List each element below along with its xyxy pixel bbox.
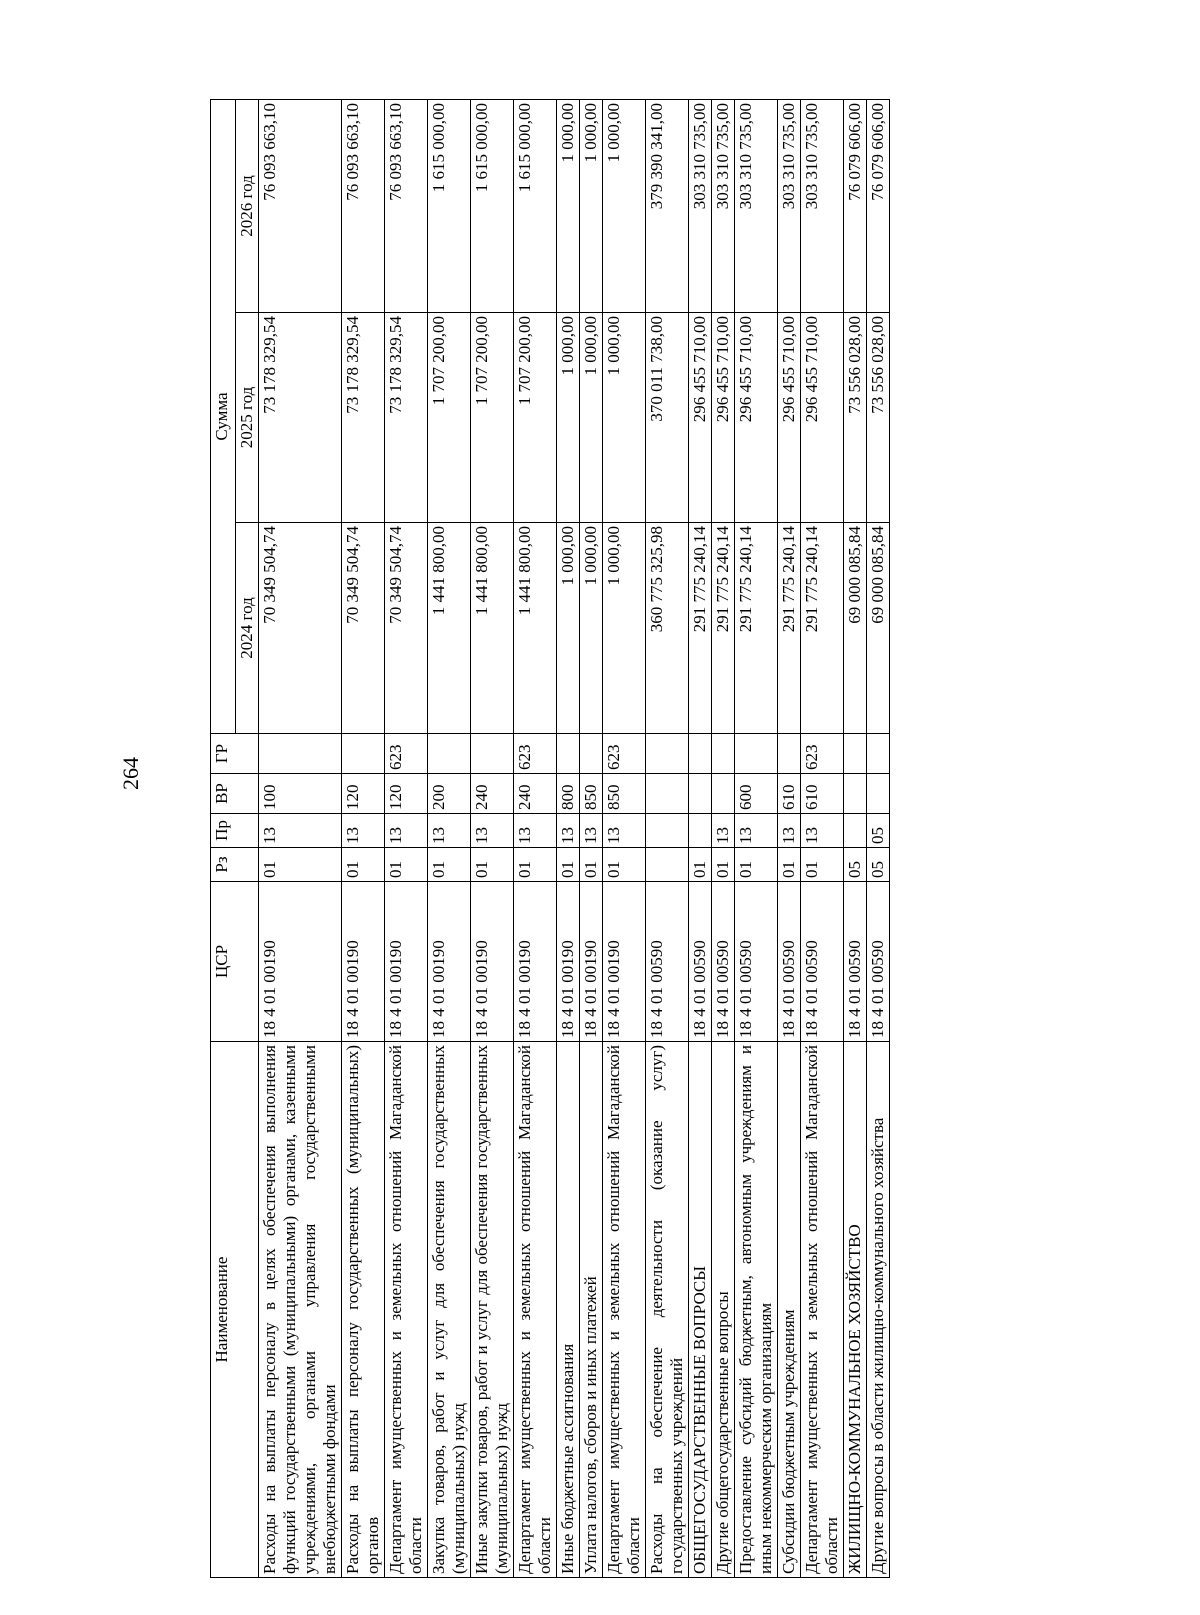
row-name: ОБЩЕГОСУДАРСТВЕННЫЕ ВОПРОСЫ — [689, 1042, 712, 1578]
row-sum-2025: 1 707 200,00 — [471, 313, 514, 523]
row-pr: 13 — [801, 814, 844, 848]
header-sum: Сумма — [211, 99, 236, 733]
row-vr: 100 — [259, 774, 342, 814]
row-vr: 200 — [428, 774, 471, 814]
row-name: Субсидии бюджетным учреждениям — [778, 1042, 801, 1578]
row-rz: 01 — [471, 848, 514, 882]
table-row — [385, 99, 428, 1577]
row-pr: 13 — [735, 814, 778, 848]
row-name: Департамент имущественных и земельных отношений Магаданской области — [603, 1042, 646, 1578]
row-csr: 18 4 01 00590 — [689, 882, 712, 1042]
row-rz: 01 — [342, 848, 385, 882]
row-sum-2026: 76 079 606,00 — [844, 99, 867, 312]
table-row — [580, 99, 603, 1577]
row-gr — [689, 734, 712, 774]
table-row — [342, 99, 385, 1577]
row-sum-2026: 379 390 341,00 — [646, 99, 689, 312]
row-csr: 18 4 01 00190 — [557, 882, 580, 1042]
row-name: Другие общегосударственные вопросы — [712, 1042, 735, 1578]
table-row — [844, 99, 867, 1577]
row-gr — [557, 734, 580, 774]
row-sum-2025: 73 178 329,54 — [385, 313, 428, 523]
budget-table — [210, 99, 890, 1578]
row-vr: 600 — [735, 774, 778, 814]
table-row — [867, 99, 890, 1577]
table-row — [646, 99, 689, 1577]
row-gr — [471, 734, 514, 774]
row-sum-2026: 76 079 606,00 — [867, 99, 890, 312]
row-rz: 05 — [844, 848, 867, 882]
row-csr: 18 4 01 00190 — [428, 882, 471, 1042]
row-sum-2025: 1 000,00 — [580, 313, 603, 523]
row-vr — [646, 774, 689, 814]
row-csr: 18 4 01 00590 — [712, 882, 735, 1042]
row-pr — [689, 814, 712, 848]
table-row — [712, 99, 735, 1577]
row-sum-2025: 296 455 710,00 — [735, 313, 778, 523]
page-number: 264 — [118, 757, 143, 790]
row-csr: 18 4 01 00590 — [778, 882, 801, 1042]
header-rz: Рз — [211, 848, 259, 882]
row-sum-2026: 1 000,00 — [557, 99, 580, 312]
row-csr: 18 4 01 00190 — [342, 882, 385, 1042]
row-vr: 610 — [778, 774, 801, 814]
row-sum-2025: 1 000,00 — [603, 313, 646, 523]
row-csr: 18 4 01 00590 — [867, 882, 890, 1042]
row-sum-2025: 296 455 710,00 — [801, 313, 844, 523]
row-sum-2024: 70 349 504,74 — [259, 523, 342, 734]
row-sum-2024: 1 000,00 — [603, 523, 646, 734]
row-rz: 01 — [580, 848, 603, 882]
row-pr — [646, 814, 689, 848]
row-sum-2025: 73 178 329,54 — [259, 313, 342, 523]
row-gr — [428, 734, 471, 774]
row-csr: 18 4 01 00190 — [580, 882, 603, 1042]
row-csr: 18 4 01 00190 — [471, 882, 514, 1042]
row-vr: 240 — [514, 774, 557, 814]
row-sum-2024: 291 775 240,14 — [735, 523, 778, 734]
row-sum-2025: 73 178 329,54 — [342, 313, 385, 523]
row-pr: 13 — [557, 814, 580, 848]
row-sum-2025: 1 707 200,00 — [514, 313, 557, 523]
row-sum-2024: 1 441 800,00 — [514, 523, 557, 734]
row-vr: 120 — [342, 774, 385, 814]
row-sum-2026: 76 093 663,10 — [259, 99, 342, 312]
row-name: Иные закупки товаров, работ и услуг для обеспечения государственных (муниципальных) нужд — [471, 1042, 514, 1578]
row-pr: 05 — [867, 814, 890, 848]
table-row — [428, 99, 471, 1577]
header-csr: ЦСР — [211, 882, 259, 1042]
row-sum-2024: 70 349 504,74 — [342, 523, 385, 734]
row-sum-2024: 360 775 325,98 — [646, 523, 689, 734]
row-pr: 13 — [471, 814, 514, 848]
row-sum-2026: 303 310 735,00 — [778, 99, 801, 312]
row-gr: 623 — [514, 734, 557, 774]
row-gr — [712, 734, 735, 774]
row-vr: 850 — [580, 774, 603, 814]
row-sum-2024: 1 441 800,00 — [428, 523, 471, 734]
row-vr: 800 — [557, 774, 580, 814]
table-row — [514, 99, 557, 1577]
table-row — [735, 99, 778, 1577]
row-gr: 623 — [801, 734, 844, 774]
row-sum-2024: 291 775 240,14 — [712, 523, 735, 734]
row-sum-2025: 296 455 710,00 — [689, 313, 712, 523]
row-rz: 01 — [428, 848, 471, 882]
row-name: Предоставление субсидий бюджетным, автономным учреждениям и иным некоммерческим организациям — [735, 1042, 778, 1578]
header-gr: ГР — [211, 734, 259, 774]
row-name: Департамент имущественных и земельных отношений Магаданской области — [801, 1042, 844, 1578]
row-rz: 01 — [259, 848, 342, 882]
row-sum-2026: 1 615 000,00 — [471, 99, 514, 312]
row-rz: 01 — [712, 848, 735, 882]
row-name: ЖИЛИЩНО-КОММУНАЛЬНОЕ ХОЗЯЙСТВО — [844, 1042, 867, 1578]
row-vr — [712, 774, 735, 814]
row-vr — [867, 774, 890, 814]
row-rz: 01 — [735, 848, 778, 882]
row-sum-2024: 69 000 085,84 — [844, 523, 867, 734]
row-sum-2024: 291 775 240,14 — [801, 523, 844, 734]
row-sum-2024: 291 775 240,14 — [778, 523, 801, 734]
row-vr — [844, 774, 867, 814]
row-vr: 120 — [385, 774, 428, 814]
row-vr — [689, 774, 712, 814]
row-csr: 18 4 01 00190 — [603, 882, 646, 1042]
row-sum-2024: 1 441 800,00 — [471, 523, 514, 734]
row-name: Расходы на обеспечение деятельности (оказание услуг) государственных учреждений — [646, 1042, 689, 1578]
row-sum-2026: 76 093 663,10 — [385, 99, 428, 312]
row-pr: 13 — [778, 814, 801, 848]
row-rz: 01 — [778, 848, 801, 882]
row-gr — [735, 734, 778, 774]
row-gr: 623 — [385, 734, 428, 774]
row-name: Уплата налогов, сборов и иных платежей — [580, 1042, 603, 1578]
row-gr — [342, 734, 385, 774]
row-pr: 13 — [259, 814, 342, 848]
row-name: Расходы на выплаты персоналу в целях обеспечения выполнения функций государственными (муниципальными) органами, казенными учреждениями, органами управления государственными внебюджетными фондами — [259, 1042, 342, 1578]
row-pr: 13 — [603, 814, 646, 848]
row-gr: 623 — [603, 734, 646, 774]
row-sum-2024: 1 000,00 — [557, 523, 580, 734]
row-sum-2025: 296 455 710,00 — [778, 313, 801, 523]
row-sum-2026: 303 310 735,00 — [712, 99, 735, 312]
row-rz: 05 — [867, 848, 890, 882]
row-sum-2025: 1 707 200,00 — [428, 313, 471, 523]
row-csr: 18 4 01 00590 — [646, 882, 689, 1042]
row-name: Департамент имущественных и земельных отношений Магаданской области — [514, 1042, 557, 1578]
row-sum-2024: 1 000,00 — [580, 523, 603, 734]
row-rz: 01 — [801, 848, 844, 882]
row-vr: 610 — [801, 774, 844, 814]
rotated-page — [210, 100, 1013, 1578]
row-gr — [844, 734, 867, 774]
row-gr — [646, 734, 689, 774]
row-sum-2025: 296 455 710,00 — [712, 313, 735, 523]
table-row — [259, 99, 342, 1577]
row-sum-2025: 73 556 028,00 — [844, 313, 867, 523]
header-name: Наименование — [211, 1042, 259, 1578]
row-name: Расходы на выплаты персоналу государственных (муниципальных) органов — [342, 1042, 385, 1578]
row-vr: 240 — [471, 774, 514, 814]
row-rz: 01 — [689, 848, 712, 882]
row-pr — [844, 814, 867, 848]
row-csr: 18 4 01 00590 — [735, 882, 778, 1042]
row-sum-2026: 1 000,00 — [603, 99, 646, 312]
header-year-2026: 2026 год — [236, 99, 259, 312]
row-name: Департамент имущественных и земельных отношений Магаданской области — [385, 1042, 428, 1578]
row-rz — [646, 848, 689, 882]
row-sum-2026: 1 000,00 — [580, 99, 603, 312]
row-rz: 01 — [514, 848, 557, 882]
header-vr: ВР — [211, 774, 259, 814]
row-gr — [778, 734, 801, 774]
row-rz: 01 — [385, 848, 428, 882]
row-sum-2024: 291 775 240,14 — [689, 523, 712, 734]
table-row — [778, 99, 801, 1577]
row-csr: 18 4 01 00190 — [514, 882, 557, 1042]
row-sum-2026: 303 310 735,00 — [801, 99, 844, 312]
row-pr: 13 — [428, 814, 471, 848]
table-row — [557, 99, 580, 1577]
row-gr — [580, 734, 603, 774]
row-sum-2025: 73 556 028,00 — [867, 313, 890, 523]
row-pr: 13 — [342, 814, 385, 848]
row-gr — [259, 734, 342, 774]
table-row — [603, 99, 646, 1577]
row-sum-2026: 303 310 735,00 — [735, 99, 778, 312]
table-row — [471, 99, 514, 1577]
row-gr — [867, 734, 890, 774]
header-year-2024: 2024 год — [236, 523, 259, 734]
row-sum-2025: 1 000,00 — [557, 313, 580, 523]
row-sum-2026: 1 615 000,00 — [514, 99, 557, 312]
row-csr: 18 4 01 00590 — [844, 882, 867, 1042]
header-year-2025: 2025 год — [236, 313, 259, 523]
row-csr: 18 4 01 00590 — [801, 882, 844, 1042]
table-row — [689, 99, 712, 1577]
row-pr: 13 — [712, 814, 735, 848]
row-name: Закупка товаров, работ и услуг для обеспечения государственных (муниципальных) нужд — [428, 1042, 471, 1578]
row-sum-2026: 303 310 735,00 — [689, 99, 712, 312]
row-sum-2024: 70 349 504,74 — [385, 523, 428, 734]
row-sum-2026: 76 093 663,10 — [342, 99, 385, 312]
header-pr: Пр — [211, 814, 259, 848]
row-sum-2026: 1 615 000,00 — [428, 99, 471, 312]
row-name: Иные бюджетные ассигнования — [557, 1042, 580, 1578]
row-sum-2024: 69 000 085,84 — [867, 523, 890, 734]
row-name: Другие вопросы в области жилищно-коммунального хозяйства — [867, 1042, 890, 1578]
row-csr: 18 4 01 00190 — [259, 882, 342, 1042]
table-row — [801, 99, 844, 1577]
row-rz: 01 — [557, 848, 580, 882]
row-pr: 13 — [514, 814, 557, 848]
row-pr: 13 — [385, 814, 428, 848]
row-sum-2025: 370 011 738,00 — [646, 313, 689, 523]
table-body — [259, 99, 890, 1577]
row-rz: 01 — [603, 848, 646, 882]
row-pr: 13 — [580, 814, 603, 848]
row-vr: 850 — [603, 774, 646, 814]
row-csr: 18 4 01 00190 — [385, 882, 428, 1042]
